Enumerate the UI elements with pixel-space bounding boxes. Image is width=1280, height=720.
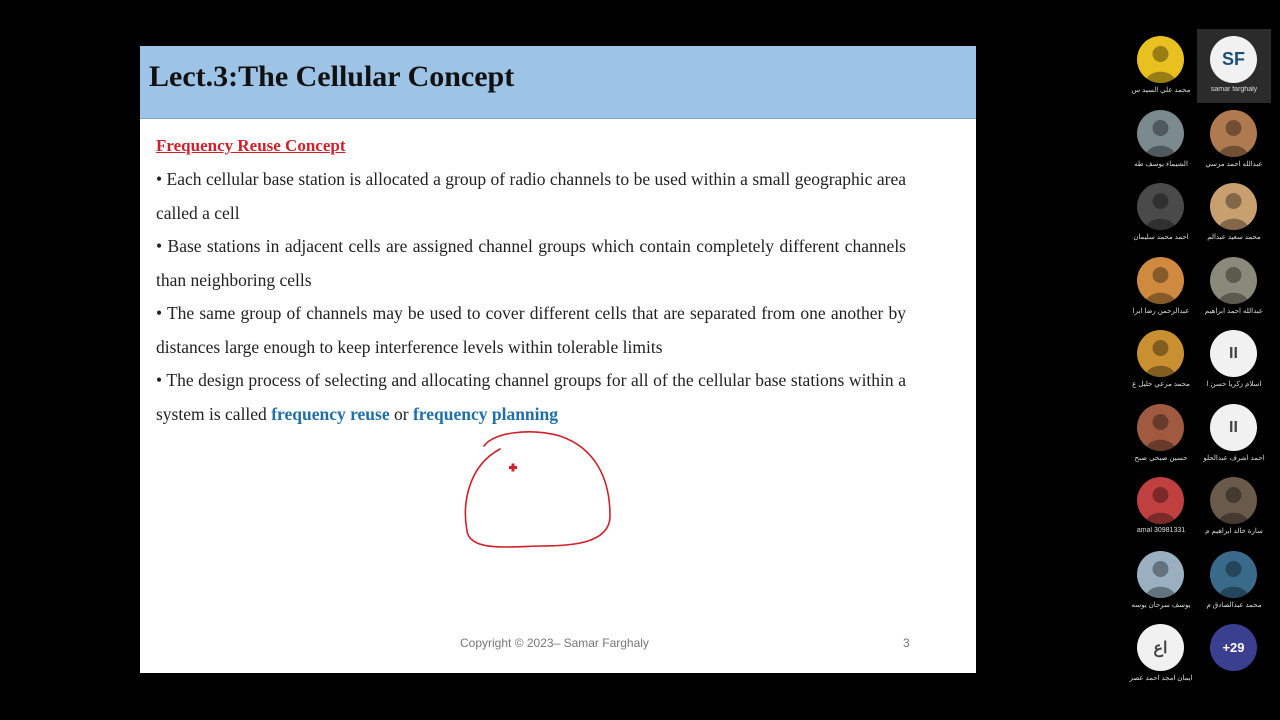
participant-name: احمد محمد سليمان bbox=[1133, 234, 1189, 241]
participant-tile[interactable] bbox=[1197, 617, 1271, 691]
participant-tile[interactable] bbox=[1197, 29, 1271, 103]
participant-name: عبدالله احمد ابراهيم bbox=[1204, 308, 1264, 315]
participant-avatar bbox=[1210, 551, 1257, 598]
participant-tile[interactable] bbox=[1124, 103, 1198, 177]
participant-avatar bbox=[1137, 404, 1184, 451]
person-silhouette-icon bbox=[1210, 257, 1257, 304]
highlight-frequency-reuse: frequency reuse bbox=[271, 403, 390, 424]
participant-name: محمد علي السيد س bbox=[1131, 87, 1191, 94]
participant-name: محمد مرعي خليل ع bbox=[1132, 381, 1190, 388]
bullet-4-text: • The design process of selecting and allocating channel groups for all of the cellular base stations within a system is called bbox=[156, 370, 906, 424]
participant-name: الشيماء يوسف طه bbox=[1134, 161, 1188, 168]
highlight-frequency-planning: frequency planning bbox=[412, 403, 559, 424]
person-silhouette-icon bbox=[1137, 36, 1184, 83]
participant-tile[interactable] bbox=[1197, 250, 1271, 324]
participant-tile[interactable] bbox=[1124, 470, 1198, 544]
person-silhouette-icon bbox=[1137, 477, 1184, 524]
person-silhouette-icon bbox=[1137, 551, 1184, 598]
participant-name: محمد سعيد عبدالم bbox=[1207, 234, 1261, 241]
participant-avatar bbox=[1210, 477, 1257, 524]
person-silhouette-icon bbox=[1137, 257, 1184, 304]
person-silhouette-icon bbox=[1137, 330, 1184, 377]
participant-name: حسين صبحي صبح bbox=[1134, 455, 1188, 462]
participant-tile[interactable] bbox=[1197, 323, 1271, 397]
participant-name: amal 30981331 bbox=[1136, 527, 1186, 534]
hand-drawn-cell-outline bbox=[465, 432, 610, 547]
participant-name: عبدالله احمد مرسي bbox=[1205, 161, 1263, 168]
slide-header bbox=[140, 46, 976, 119]
participant-tile[interactable] bbox=[1197, 397, 1271, 471]
participant-name: محمد عبدالصادق م bbox=[1206, 602, 1262, 609]
participant-avatar bbox=[1137, 257, 1184, 304]
bullet-4 bbox=[156, 364, 906, 431]
bullet-2: • Base stations in adjacent cells are assigned channel groups which contain completely different channels than neighboring cells bbox=[156, 236, 906, 290]
participants-panel bbox=[1120, 0, 1280, 720]
participant-initials-avatar: II bbox=[1210, 330, 1257, 377]
slide-footer: Copyright © 2023– Samar Farghaly bbox=[460, 636, 649, 650]
participant-avatar bbox=[1137, 551, 1184, 598]
participant-tile[interactable] bbox=[1197, 176, 1271, 250]
participant-tile[interactable] bbox=[1124, 323, 1198, 397]
participant-name: عبدالرحمن رضا ابرا bbox=[1132, 308, 1190, 315]
more-participants-badge[interactable]: +29 bbox=[1210, 624, 1257, 671]
participant-tile[interactable] bbox=[1124, 617, 1198, 691]
person-silhouette-icon bbox=[1210, 183, 1257, 230]
person-silhouette-icon bbox=[1137, 404, 1184, 451]
participant-tile[interactable] bbox=[1197, 103, 1271, 177]
bullet-4-or: or bbox=[389, 403, 413, 424]
participant-avatar bbox=[1210, 183, 1257, 230]
person-silhouette-icon bbox=[1137, 110, 1184, 157]
person-silhouette-icon bbox=[1210, 110, 1257, 157]
participant-name: احمد اشرف عبدالحلو bbox=[1203, 455, 1265, 462]
participant-name: اسلام زكريا حسن ا bbox=[1206, 381, 1262, 388]
person-silhouette-icon bbox=[1210, 477, 1257, 524]
participant-tile[interactable] bbox=[1124, 29, 1198, 103]
pen-cursor-icon bbox=[509, 464, 517, 472]
participant-avatar bbox=[1137, 110, 1184, 157]
participant-avatar bbox=[1210, 257, 1257, 304]
participant-name: ايمان امجد احمد عصر bbox=[1129, 675, 1193, 682]
participant-tile[interactable] bbox=[1124, 544, 1198, 618]
participant-avatar bbox=[1137, 183, 1184, 230]
participant-initials-avatar: اع bbox=[1137, 624, 1184, 671]
section-heading: Frequency Reuse Concept bbox=[156, 136, 346, 155]
participant-tile[interactable] bbox=[1124, 397, 1198, 471]
presentation-slide bbox=[140, 46, 976, 673]
participant-avatar bbox=[1137, 36, 1184, 83]
participant-avatar bbox=[1137, 477, 1184, 524]
participant-initials-avatar: II bbox=[1210, 404, 1257, 451]
bullet-1: • Each cellular base station is allocated a group of radio channels to be used within a small geographic area called a cell bbox=[156, 169, 906, 223]
participant-avatar bbox=[1210, 110, 1257, 157]
slide-title: Lect.3:The Cellular Concept bbox=[149, 60, 515, 93]
participant-tile[interactable] bbox=[1124, 250, 1198, 324]
bullet-3: • The same group of channels may be used to cover different cells that are separated from one another by distances large enough to keep interference levels within tolerable limits bbox=[156, 303, 906, 357]
participant-tile[interactable] bbox=[1197, 470, 1271, 544]
participant-avatar bbox=[1137, 330, 1184, 377]
participant-name: سارة خالد ابراهيم م bbox=[1205, 528, 1263, 535]
ink-annotation-cell bbox=[460, 426, 620, 556]
participant-tile[interactable] bbox=[1197, 544, 1271, 618]
participant-tile[interactable] bbox=[1124, 176, 1198, 250]
participant-name: يوسف سرحان يوسه bbox=[1131, 602, 1191, 609]
slide-number: 3 bbox=[903, 636, 910, 650]
person-silhouette-icon bbox=[1210, 551, 1257, 598]
participant-name: samar farghaly bbox=[1210, 86, 1258, 93]
participant-initials-avatar: SF bbox=[1210, 36, 1257, 83]
person-silhouette-icon bbox=[1137, 183, 1184, 230]
